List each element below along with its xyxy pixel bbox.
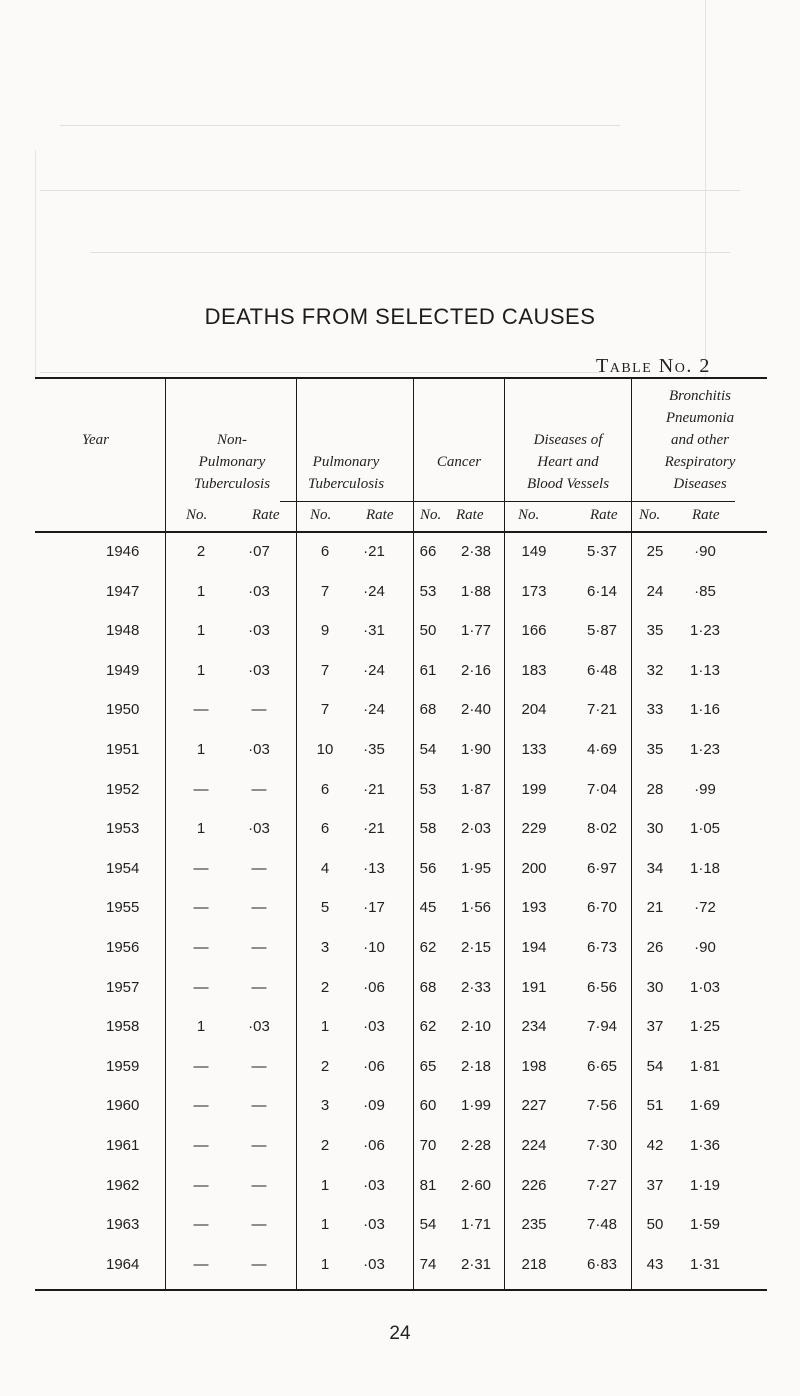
cell-cancer-no: 53 — [419, 582, 437, 600]
respiratory-disease-header: Bronchitis Pneumonia and other Respiratory Diseases — [664, 388, 736, 492]
cell-heart-rate: 7·30 — [586, 1137, 618, 1154]
cell-heart-no: 224 — [521, 1137, 547, 1154]
cell-cancer-rate: 2·28 — [460, 1137, 492, 1154]
cell-non-pulmonary-no: — — [193, 1176, 209, 1194]
cell-non-pulmonary-rate: — — [251, 1137, 267, 1154]
cell-non-pulmonary-no: — — [193, 1097, 209, 1115]
cell-pulmonary-no: 1 — [320, 1018, 330, 1036]
row-year: 1958 — [106, 1018, 140, 1036]
row-year: 1948 — [106, 622, 140, 640]
cell-respiratory-rate: 1·23 — [689, 622, 721, 640]
cell-pulmonary-rate: ·10 — [363, 939, 385, 956]
cell-heart-no: 194 — [521, 939, 547, 956]
page-title: DEATHS FROM SELECTED CAUSES — [204, 304, 596, 329]
respiratory-rate-subheader: Rate — [692, 507, 720, 523]
row-year: 1956 — [106, 939, 140, 956]
cell-heart-no: 133 — [521, 741, 547, 758]
cell-non-pulmonary-rate: ·03 — [248, 820, 270, 838]
cell-non-pulmonary-no: — — [193, 701, 209, 719]
cell-cancer-rate: 1·88 — [460, 582, 492, 600]
cell-heart-no: 235 — [521, 1216, 547, 1234]
cell-pulmonary-no: 3 — [320, 1097, 330, 1115]
row-year: 1955 — [106, 899, 140, 917]
table-row — [0, 622, 800, 644]
cell-pulmonary-no: 7 — [320, 661, 330, 679]
row-year: 1947 — [106, 582, 140, 600]
heart-rate-subheader: Rate — [590, 507, 618, 523]
cell-pulmonary-no: 9 — [320, 622, 330, 640]
cell-cancer-rate: 1·95 — [460, 859, 492, 877]
table-row — [0, 1058, 800, 1080]
row-year: 1957 — [106, 978, 140, 996]
row-year: 1960 — [106, 1097, 140, 1115]
cell-respiratory-rate: 1·59 — [689, 1216, 721, 1234]
cell-non-pulmonary-rate: — — [251, 780, 267, 798]
cell-pulmonary-rate: ·06 — [363, 978, 385, 996]
cell-heart-rate: 6·48 — [586, 661, 618, 679]
cell-cancer-rate: 2·18 — [460, 1057, 492, 1075]
cell-respiratory-rate: ·85 — [694, 582, 716, 600]
cell-cancer-rate: 2·40 — [460, 701, 492, 719]
cell-respiratory-no: 54 — [646, 1057, 664, 1075]
table-number-label: Table No. 2 — [596, 355, 711, 377]
pulmonary-no-subheader: No. — [310, 507, 332, 523]
cell-pulmonary-rate: ·24 — [363, 661, 385, 679]
cell-respiratory-rate: 1·31 — [689, 1255, 721, 1273]
cell-respiratory-no: 26 — [646, 939, 664, 956]
cell-cancer-rate: 2·60 — [460, 1176, 492, 1194]
cell-respiratory-no: 37 — [646, 1018, 664, 1036]
cell-non-pulmonary-rate: ·03 — [248, 582, 270, 600]
heart-no-subheader: No. — [518, 507, 540, 523]
table-row — [0, 543, 800, 565]
cell-pulmonary-rate: ·21 — [363, 543, 385, 560]
cell-cancer-no: 58 — [419, 820, 437, 838]
cell-heart-rate: 6·56 — [586, 978, 618, 996]
cell-heart-rate: 7·48 — [586, 1216, 618, 1234]
cell-pulmonary-rate: ·06 — [363, 1057, 385, 1075]
cell-pulmonary-rate: ·24 — [363, 582, 385, 600]
cell-pulmonary-no: 6 — [320, 820, 330, 838]
row-year: 1961 — [106, 1137, 140, 1154]
cell-cancer-no: 61 — [419, 661, 437, 679]
cell-cancer-no: 54 — [419, 1216, 437, 1234]
cell-cancer-rate: 1·99 — [460, 1097, 492, 1115]
cell-cancer-no: 81 — [419, 1176, 437, 1194]
cell-respiratory-no: 37 — [646, 1176, 664, 1194]
cell-heart-rate: 7·94 — [586, 1018, 618, 1036]
cell-heart-rate: 6·14 — [586, 582, 618, 600]
cell-heart-rate: 6·70 — [586, 899, 618, 917]
cell-pulmonary-no: 2 — [320, 978, 330, 996]
cell-cancer-rate: 1·77 — [460, 622, 492, 640]
scan-artefact-line — [35, 150, 36, 380]
cell-pulmonary-rate: ·09 — [363, 1097, 385, 1115]
cell-non-pulmonary-rate: — — [251, 859, 267, 877]
page-number: 24 — [389, 1323, 411, 1344]
cell-heart-no: 191 — [521, 978, 547, 996]
cell-heart-no: 204 — [521, 701, 547, 719]
cell-heart-no: 226 — [521, 1176, 547, 1194]
cell-respiratory-rate: ·99 — [694, 780, 716, 798]
cell-respiratory-no: 24 — [646, 582, 664, 600]
cell-cancer-no: 54 — [419, 741, 437, 758]
row-year: 1952 — [106, 780, 140, 798]
cell-non-pulmonary-rate: — — [251, 978, 267, 996]
cell-cancer-no: 68 — [419, 978, 437, 996]
cell-cancer-no: 50 — [419, 622, 437, 640]
cell-heart-rate: 6·97 — [586, 859, 618, 877]
cell-respiratory-no: 30 — [646, 820, 664, 838]
year-column-header: Year — [82, 432, 109, 448]
cell-heart-no: 234 — [521, 1018, 547, 1036]
cell-pulmonary-no: 6 — [320, 543, 330, 560]
cell-pulmonary-rate: ·13 — [363, 859, 385, 877]
cell-non-pulmonary-rate: ·03 — [248, 1018, 270, 1036]
cell-respiratory-rate: 1·23 — [689, 741, 721, 758]
scan-artefact-line — [60, 125, 620, 126]
cell-non-pulmonary-no: — — [193, 978, 209, 996]
table-row — [0, 1018, 800, 1040]
cancer-header: Cancer — [436, 454, 482, 470]
cell-cancer-rate: 1·56 — [460, 899, 492, 917]
cell-non-pulmonary-rate: — — [251, 1216, 267, 1234]
cell-non-pulmonary-rate: ·07 — [248, 543, 270, 560]
cell-pulmonary-rate: ·03 — [363, 1018, 385, 1036]
cell-pulmonary-no: 1 — [320, 1176, 330, 1194]
cell-pulmonary-no: 7 — [320, 701, 330, 719]
cell-non-pulmonary-no: — — [193, 1137, 209, 1154]
cell-cancer-no: 53 — [419, 780, 437, 798]
cell-pulmonary-no: 7 — [320, 582, 330, 600]
cell-pulmonary-rate: ·35 — [363, 741, 385, 758]
cell-non-pulmonary-no: 1 — [196, 820, 206, 838]
cell-respiratory-rate: ·90 — [694, 543, 716, 560]
table-row — [0, 1216, 800, 1238]
cell-non-pulmonary-rate: — — [251, 939, 267, 956]
cell-non-pulmonary-no: — — [193, 939, 209, 956]
cell-non-pulmonary-rate: ·03 — [248, 741, 270, 758]
cell-pulmonary-no: 5 — [320, 899, 330, 917]
cell-non-pulmonary-rate: — — [251, 899, 267, 917]
scan-artefact-line — [40, 372, 600, 373]
table-row — [0, 820, 800, 842]
cell-cancer-rate: 2·31 — [460, 1255, 492, 1273]
cell-respiratory-rate: ·72 — [694, 899, 716, 917]
cell-pulmonary-no: 2 — [320, 1137, 330, 1154]
cell-respiratory-rate: 1·69 — [689, 1097, 721, 1115]
row-year: 1953 — [106, 820, 140, 838]
cell-cancer-rate: 2·16 — [460, 661, 492, 679]
table-row — [0, 1256, 800, 1278]
cell-cancer-no: 65 — [419, 1057, 437, 1075]
cell-non-pulmonary-no: — — [193, 780, 209, 798]
table-row — [0, 781, 800, 803]
cell-respiratory-no: 51 — [646, 1097, 664, 1115]
cell-heart-rate: 7·27 — [586, 1176, 618, 1194]
cell-pulmonary-rate: ·31 — [363, 622, 385, 640]
cell-cancer-rate: 2·10 — [460, 1018, 492, 1036]
cell-heart-no: 173 — [521, 582, 547, 600]
cell-pulmonary-rate: ·21 — [363, 780, 385, 798]
row-year: 1954 — [106, 859, 140, 877]
cell-cancer-no: 62 — [419, 1018, 437, 1036]
cell-non-pulmonary-rate: ·03 — [248, 622, 270, 640]
cell-non-pulmonary-no: 1 — [196, 622, 206, 640]
subheader-rule — [280, 501, 735, 502]
table-row — [0, 662, 800, 684]
scan-artefact-line — [90, 252, 730, 253]
cell-respiratory-no: 21 — [646, 899, 664, 917]
cell-respiratory-no: 34 — [646, 859, 664, 877]
cell-cancer-no: 45 — [419, 899, 437, 917]
cell-respiratory-rate: 1·18 — [689, 859, 721, 877]
row-year: 1950 — [106, 701, 140, 719]
cell-non-pulmonary-no: — — [193, 899, 209, 917]
cell-cancer-no: 68 — [419, 701, 437, 719]
cell-non-pulmonary-rate: — — [251, 701, 267, 719]
cell-pulmonary-no: 1 — [320, 1216, 330, 1234]
cell-non-pulmonary-rate: — — [251, 1255, 267, 1273]
cell-heart-no: 193 — [521, 899, 547, 917]
non-pulmonary-no-subheader: No. — [186, 507, 208, 523]
cell-respiratory-rate: 1·03 — [689, 978, 721, 996]
cell-pulmonary-rate: ·03 — [363, 1176, 385, 1194]
row-year: 1946 — [106, 543, 140, 560]
cell-heart-rate: 6·73 — [586, 939, 618, 956]
row-year: 1951 — [106, 741, 140, 758]
cell-non-pulmonary-no: — — [193, 1057, 209, 1075]
cell-heart-rate: 4·69 — [586, 741, 618, 758]
table-row — [0, 1097, 800, 1119]
cell-non-pulmonary-rate: — — [251, 1057, 267, 1075]
table-row — [0, 1137, 800, 1159]
table-row — [0, 583, 800, 605]
row-year: 1963 — [106, 1216, 140, 1234]
cell-non-pulmonary-no: 1 — [196, 582, 206, 600]
cell-heart-no: 199 — [521, 780, 547, 798]
cell-respiratory-no: 35 — [646, 622, 664, 640]
table-row — [0, 979, 800, 1001]
cell-pulmonary-no: 6 — [320, 780, 330, 798]
cell-pulmonary-no: 4 — [320, 859, 330, 877]
cell-non-pulmonary-no: — — [193, 859, 209, 877]
cell-cancer-rate: 2·03 — [460, 820, 492, 838]
cell-respiratory-no: 25 — [646, 543, 664, 560]
cell-non-pulmonary-no: 1 — [196, 661, 206, 679]
cell-pulmonary-no: 3 — [320, 939, 330, 956]
cell-pulmonary-rate: ·17 — [363, 899, 385, 917]
cell-cancer-no: 74 — [419, 1255, 437, 1273]
pulmonary-tb-header: Pulmonary Tuberculosis — [307, 454, 385, 492]
cell-heart-no: 200 — [521, 859, 547, 877]
cell-cancer-rate: 2·38 — [460, 543, 492, 560]
cell-non-pulmonary-no: 1 — [196, 741, 206, 758]
non-pulmonary-tb-header: Non- Pulmonary Tuberculosis — [193, 432, 271, 492]
cell-respiratory-rate: 1·25 — [689, 1018, 721, 1036]
cell-non-pulmonary-no: 1 — [196, 1018, 206, 1036]
cell-respiratory-rate: 1·13 — [689, 661, 721, 679]
table-row — [0, 939, 800, 961]
cell-cancer-no: 66 — [419, 543, 437, 560]
cell-respiratory-no: 50 — [646, 1216, 664, 1234]
table-row — [0, 701, 800, 723]
cell-non-pulmonary-no: — — [193, 1255, 209, 1273]
cell-respiratory-rate: 1·16 — [689, 701, 721, 719]
scan-artefact-line — [40, 190, 740, 191]
cell-respiratory-no: 32 — [646, 661, 664, 679]
cell-heart-no: 183 — [521, 661, 547, 679]
cell-cancer-rate: 1·90 — [460, 741, 492, 758]
non-pulmonary-rate-subheader: Rate — [252, 507, 280, 523]
cell-respiratory-no: 28 — [646, 780, 664, 798]
cell-heart-no: 149 — [521, 543, 547, 560]
cell-cancer-rate: 1·87 — [460, 780, 492, 798]
cell-cancer-no: 60 — [419, 1097, 437, 1115]
cell-cancer-no: 70 — [419, 1137, 437, 1154]
cell-heart-no: 218 — [521, 1255, 547, 1273]
table-row — [0, 860, 800, 882]
table-row — [0, 899, 800, 921]
row-year: 1959 — [106, 1057, 140, 1075]
cancer-no-subheader: No. — [420, 507, 442, 523]
cell-cancer-rate: 2·33 — [460, 978, 492, 996]
cell-respiratory-rate: 1·05 — [689, 820, 721, 838]
cell-respiratory-no: 35 — [646, 741, 664, 758]
cell-heart-rate: 7·21 — [586, 701, 618, 719]
table-top-rule — [35, 377, 767, 379]
cell-heart-no: 227 — [521, 1097, 547, 1115]
header-bottom-rule — [35, 531, 767, 533]
cell-heart-rate: 5·87 — [586, 622, 618, 640]
cell-cancer-rate: 2·15 — [460, 939, 492, 956]
cell-non-pulmonary-rate: ·03 — [248, 661, 270, 679]
cell-respiratory-rate: 1·81 — [689, 1057, 721, 1075]
cell-respiratory-no: 33 — [646, 701, 664, 719]
cell-non-pulmonary-rate: — — [251, 1097, 267, 1115]
cell-heart-rate: 6·65 — [586, 1057, 618, 1075]
cancer-rate-subheader: Rate — [456, 507, 484, 523]
table-row — [0, 1177, 800, 1199]
cell-pulmonary-rate: ·03 — [363, 1255, 385, 1273]
cell-heart-rate: 7·56 — [586, 1097, 618, 1115]
cell-non-pulmonary-no: — — [193, 1216, 209, 1234]
cell-pulmonary-no: 1 — [320, 1255, 330, 1273]
cell-respiratory-rate: 1·19 — [689, 1176, 721, 1194]
cell-heart-no: 198 — [521, 1057, 547, 1075]
cell-heart-rate: 5·37 — [586, 543, 618, 560]
respiratory-no-subheader: No. — [639, 507, 661, 523]
cell-pulmonary-no: 2 — [320, 1057, 330, 1075]
cell-cancer-no: 62 — [419, 939, 437, 956]
heart-disease-header: Diseases of Heart and Blood Vessels — [526, 432, 610, 492]
cell-respiratory-no: 43 — [646, 1255, 664, 1273]
cell-respiratory-no: 30 — [646, 978, 664, 996]
cell-pulmonary-rate: ·03 — [363, 1216, 385, 1234]
cell-heart-rate: 6·83 — [586, 1255, 618, 1273]
cell-cancer-no: 56 — [419, 859, 437, 877]
cell-pulmonary-no: 10 — [316, 741, 334, 758]
cell-heart-no: 229 — [521, 820, 547, 838]
pulmonary-rate-subheader: Rate — [366, 507, 394, 523]
cell-heart-rate: 7·04 — [586, 780, 618, 798]
cell-cancer-rate: 1·71 — [460, 1216, 492, 1234]
cell-pulmonary-rate: ·06 — [363, 1137, 385, 1154]
table-bottom-rule — [35, 1289, 767, 1291]
row-year: 1949 — [106, 661, 140, 679]
row-year: 1964 — [106, 1255, 140, 1273]
cell-pulmonary-rate: ·21 — [363, 820, 385, 838]
row-year: 1962 — [106, 1176, 140, 1194]
cell-non-pulmonary-rate: — — [251, 1176, 267, 1194]
cell-respiratory-rate: ·90 — [694, 939, 716, 956]
cell-respiratory-rate: 1·36 — [689, 1137, 721, 1154]
cell-pulmonary-rate: ·24 — [363, 701, 385, 719]
table-row — [0, 741, 800, 763]
cell-heart-no: 166 — [521, 622, 547, 640]
cell-heart-rate: 8·02 — [586, 820, 618, 838]
cell-non-pulmonary-no: 2 — [196, 543, 206, 560]
cell-respiratory-no: 42 — [646, 1137, 664, 1154]
